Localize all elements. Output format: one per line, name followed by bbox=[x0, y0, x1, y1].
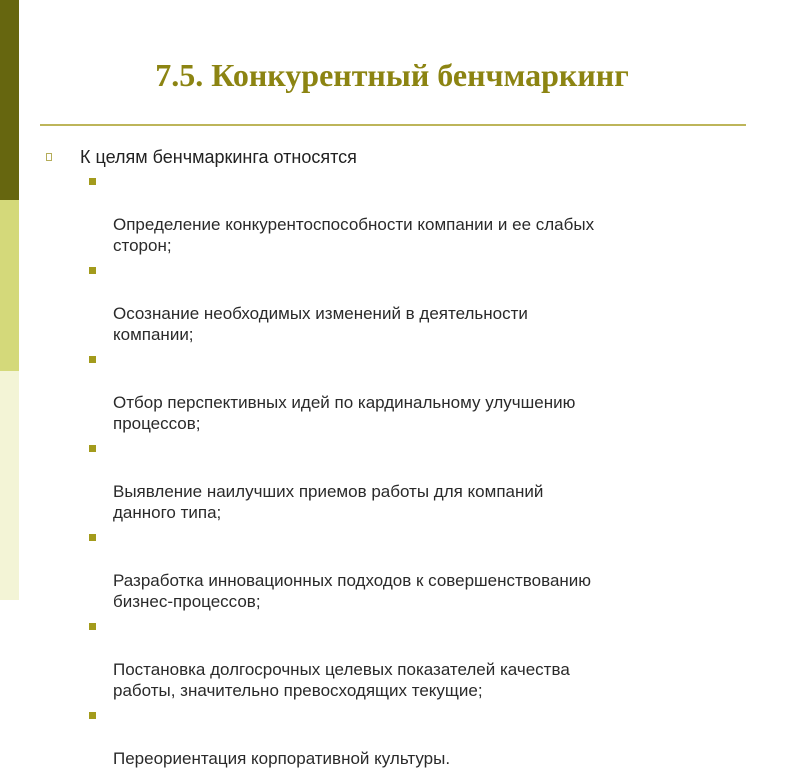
list-item bbox=[46, 617, 766, 701]
list-item-text: Отбор перспективных идей по кардинальному улучшению процессов; bbox=[113, 393, 576, 433]
sidebar-segment-dark bbox=[0, 0, 19, 200]
sidebar-segment-light bbox=[0, 371, 19, 600]
intro-text: К целям бенчмаркинга относятся bbox=[80, 147, 357, 167]
bullet-icon bbox=[89, 178, 96, 185]
slide-title: 7.5. Конкурентный бенчмаркинг bbox=[155, 57, 629, 93]
list-item bbox=[46, 172, 766, 256]
square-bullet-icon bbox=[46, 153, 52, 161]
list-item-text: Выявление наилучших приемов работы для компаний данного типа; bbox=[113, 482, 544, 522]
list-item-text: Разработка инновационных подходов к совершенствованию бизнес-процессов; bbox=[113, 571, 592, 611]
list-item bbox=[46, 350, 766, 434]
sidebar-segment-mid bbox=[0, 200, 19, 371]
bullet-icon bbox=[89, 445, 96, 452]
sidebar-decoration bbox=[0, 0, 19, 600]
bullet-icon bbox=[89, 356, 96, 363]
slide-content bbox=[46, 145, 766, 774]
list-item-text: Определение конкурентоспособности компании и ее слабых сторон; bbox=[113, 215, 595, 255]
bullet-icon bbox=[89, 534, 96, 541]
list-item bbox=[46, 706, 766, 769]
bullet-icon bbox=[89, 623, 96, 630]
goals-list bbox=[46, 172, 766, 769]
title-divider bbox=[40, 124, 746, 126]
list-item bbox=[46, 528, 766, 612]
list-item bbox=[46, 261, 766, 345]
list-item-text: Осознание необходимых изменений в деятельности компании; bbox=[113, 304, 528, 344]
bullet-icon bbox=[89, 267, 96, 274]
intro-bullet-item bbox=[46, 145, 766, 169]
bullet-icon bbox=[89, 712, 96, 719]
list-item-text: Постановка долгосрочных целевых показателей качества работы, значительно превосходящих текущие; bbox=[113, 660, 570, 700]
list-item-text: Переориентация корпоративной культуры. bbox=[113, 749, 451, 768]
list-item bbox=[46, 439, 766, 523]
